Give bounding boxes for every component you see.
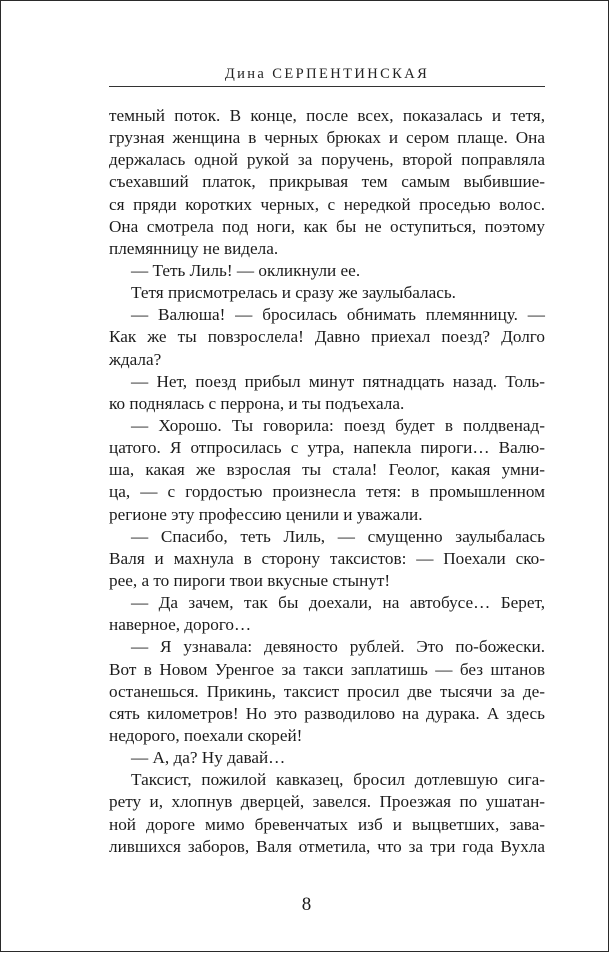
text-line: Таксист, пожилой кавказец, бросил дотлевшую сига- [131,770,545,790]
text-line: регионе эту профессию ценили и уважали. [109,504,423,524]
text-line: недорого, поехали скорей! [109,725,303,745]
text-line: — А, да? Ну давай… [131,748,286,768]
text-line: темный поток. В конце, после всех, показалась и тетя, [109,106,545,125]
page-number: 8 [301,894,312,915]
text-line: грузная женщина в черных брюках и сером плаще. Она [109,128,545,148]
body-text [109,105,545,858]
text-line: держалась одной рукой за поручень, второй поправляла [109,150,545,170]
text-line: — Я узнавала: девяносто рублей. Это по-божески. [131,637,545,657]
text-line: Валя и махнула в сторону таксистов: — Поехали ско- [109,548,545,568]
text-line: Вот в Новом Уренгое за такси заплатишь — без штанов [109,659,545,679]
text-line: — Хорошо. Ты говорила: поезд будет в полдвенад- [131,415,545,435]
text-line: наверное, дорого… [109,615,252,635]
text-line: — Валюша! — бросилась обнимать племянницу. — [131,305,545,325]
text-line: останешься. Прикинь, таксист просил две тысячи за де- [109,681,545,701]
text-line: сять километров! Но это разводилово на дурака. А здесь [109,703,545,723]
text-line: племянницу не видела. [109,238,279,258]
text-line: ко поднялась с перрона, и ты подъехала. [109,393,405,413]
text-line: — Нет, поезд прибыл минут пятнадцать назад. Толь- [131,371,545,391]
header-divider [109,86,545,87]
text-line: рету и, хлопнув дверцей, завелся. Проезжая по ушатан- [109,792,545,812]
text-line: Как же ты повзрослела! Давно приехал поезд? Долго [109,327,545,347]
text-line: Она смотрела под ноги, как бы не оступиться, поэтому [109,216,545,236]
text-line: ца, — с гордостью произнесла тетя: в промышленном [109,482,545,502]
text-line: ждала? [109,349,162,369]
text-line: съехавший платок, прикрывая тем самым выбившие- [109,172,545,192]
text-line: ша, какая же взрослая ты стала! Геолог, какая умни- [109,460,545,480]
text-line: рее, а то пироги твои вкусные стынут! [109,570,391,590]
text-line: ной дороге мимо бревенчатых изб и выцветших, зава- [109,814,545,834]
text-line: — Спасибо, теть Лиль, — смущенно заулыбалась [131,526,545,546]
text-line: Тетя присмотрелась и сразу же заулыбалась. [131,283,456,303]
text-line: — Да зачем, так бы доехали, на автобусе… Берет, [131,593,545,613]
text-line: лившихся заборов, Валя отметила, что за три года Вухла [109,836,545,856]
running-header: Дина СЕРПЕНТИНСКАЯ [224,66,430,82]
text-line: цатого. Я отпросилась с утра, напекла пироги… Валю- [109,438,545,458]
text-line: ся пряди коротких черных, с нередкой проседью волос. [109,194,545,214]
text-line: — Теть Лиль! — окликнули ее. [131,260,361,280]
